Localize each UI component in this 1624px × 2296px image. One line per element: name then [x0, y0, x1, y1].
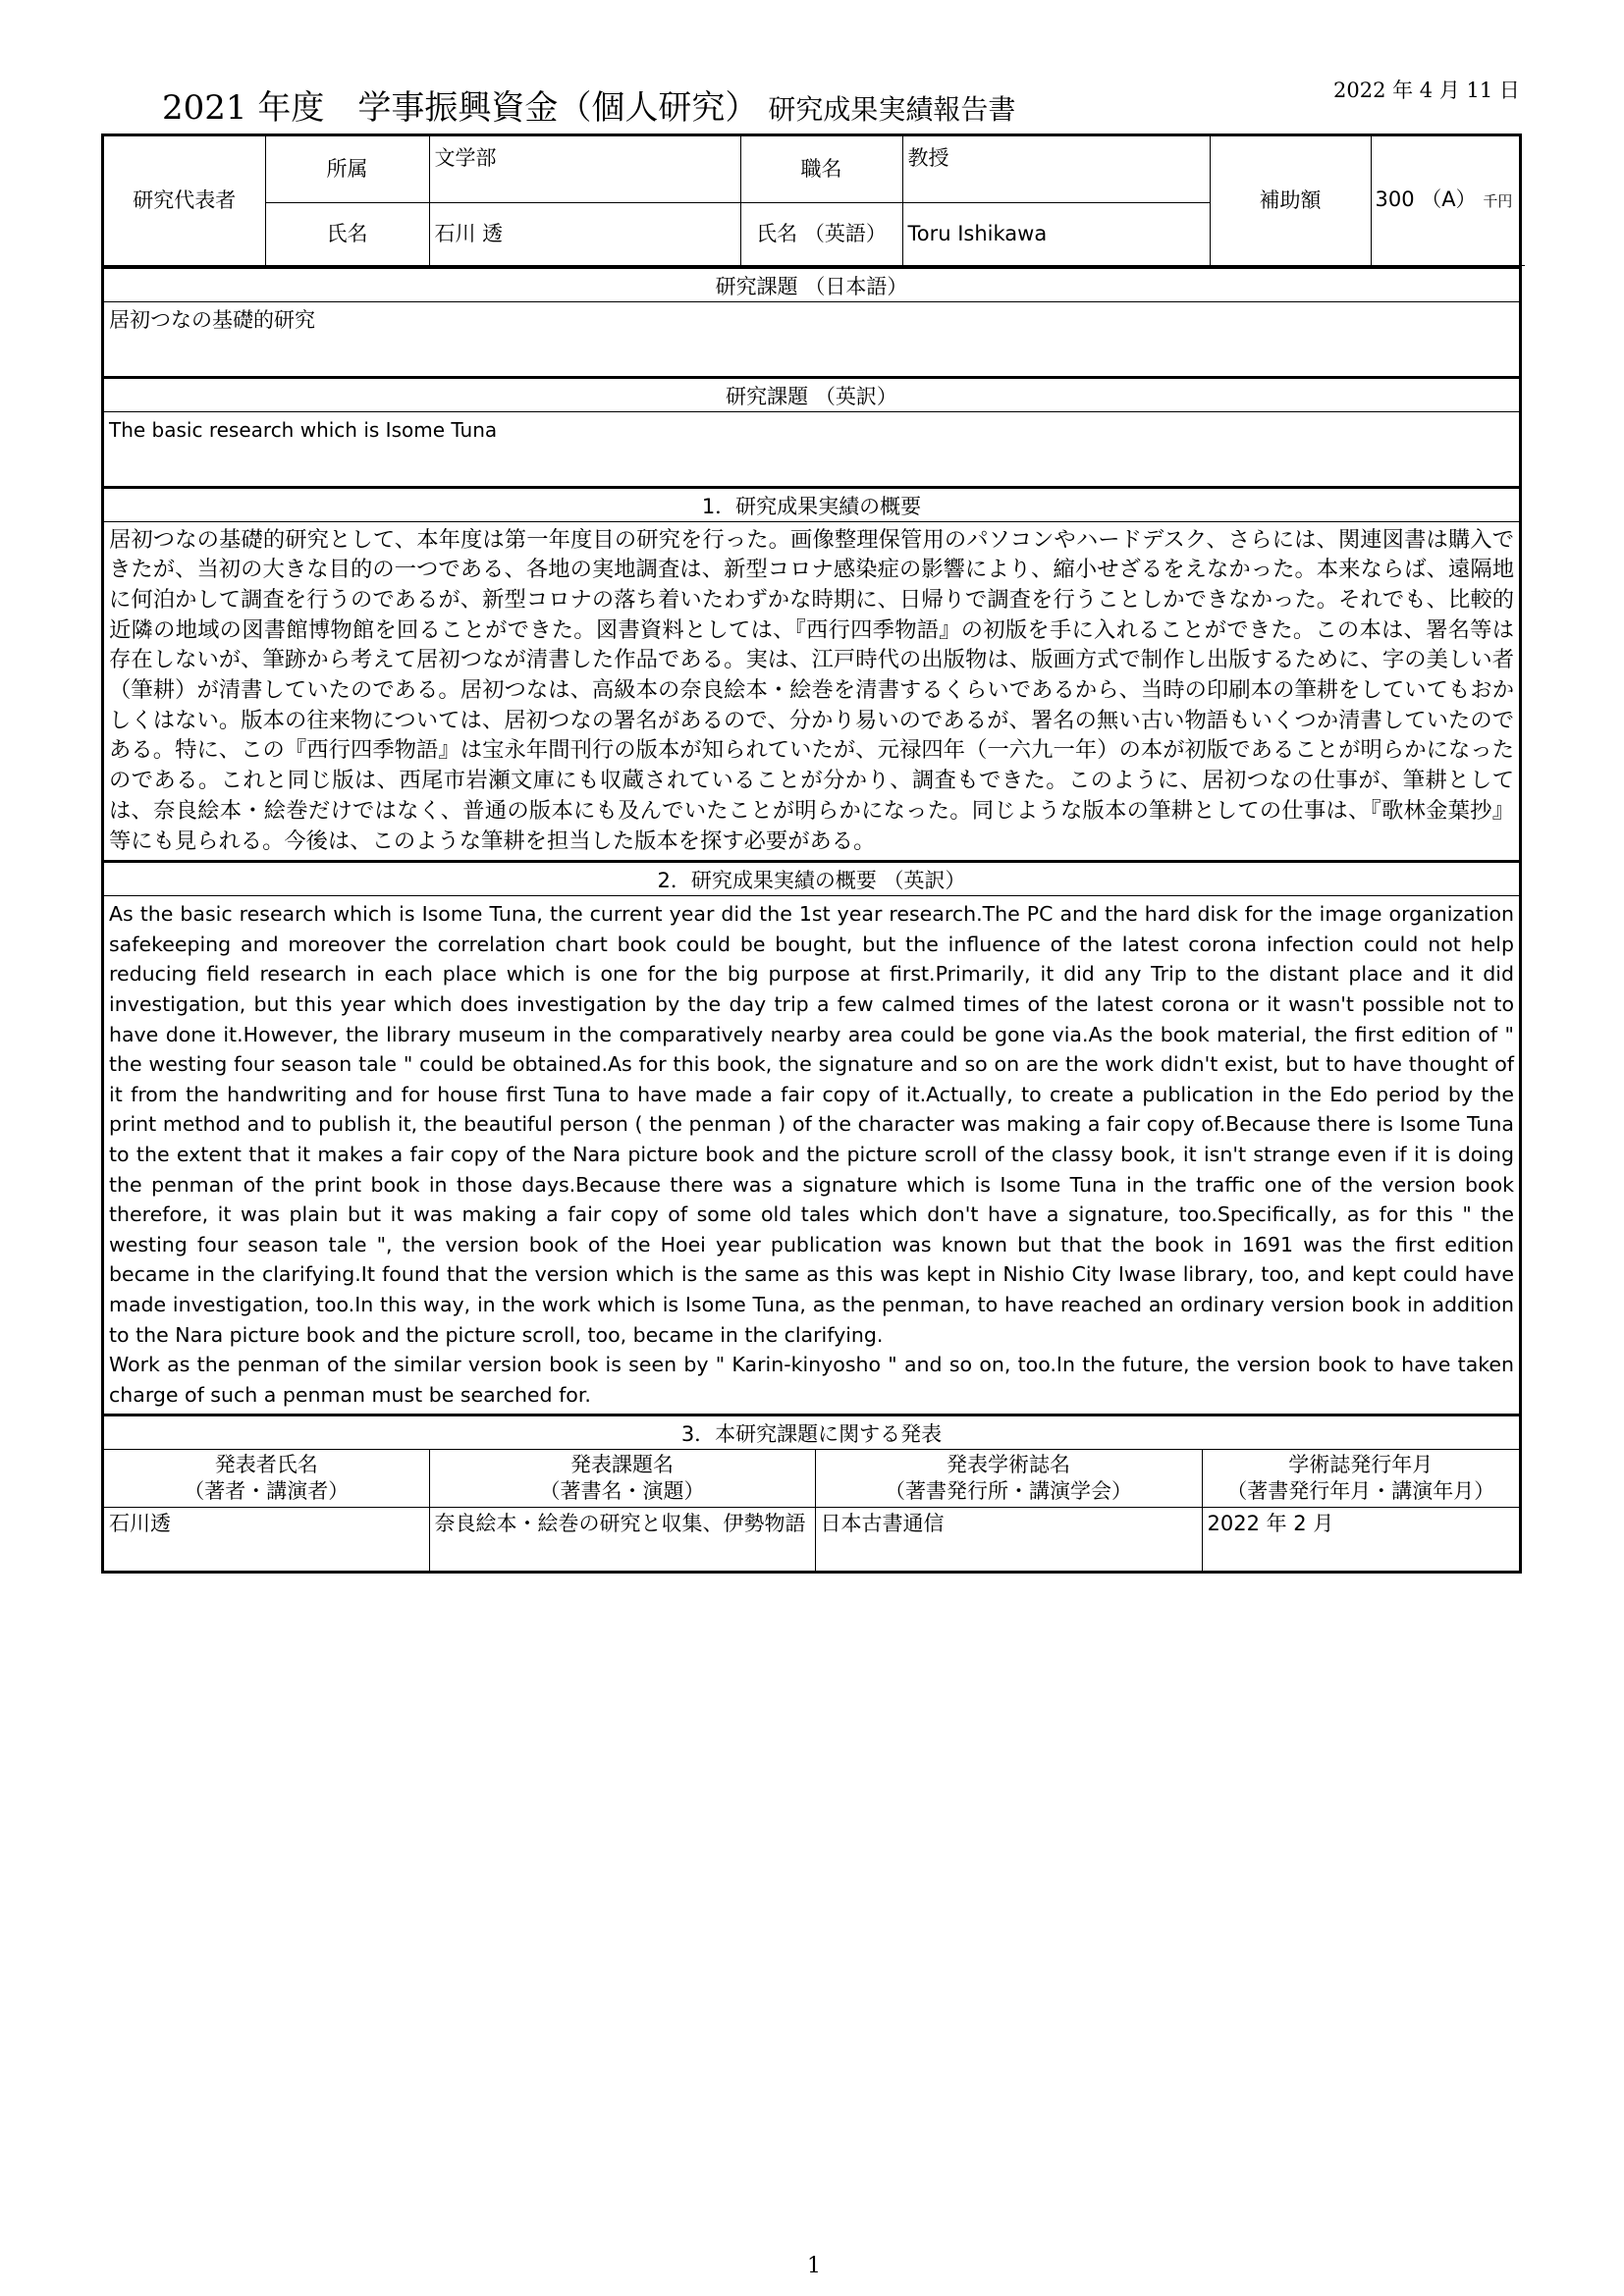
grant-label: 補助額: [1210, 136, 1371, 265]
name-label: 氏名: [265, 202, 429, 265]
column-header-title: 発表課題名 （著書名・演題）: [429, 1450, 815, 1508]
column-header-presenter: 発表者氏名 （著者・講演者）: [104, 1450, 429, 1508]
column-header-date: 学術誌発行年月 （著書発行年月・講演年月）: [1202, 1450, 1519, 1508]
summary-en-paragraph-1: As the basic research which is Isome Tuna, the current year did the 1st year research.The PC and the hard disk for the image organization safekeeping and moreover the correlation chart book could be bought, but the influence of the latest corona infection could not help reducing field research in each place which is one for the big purpose at first.Primarily, it did any Trip to the distant place and it did investigation, but this year which does investigation by the day trip a few calmed times of the latest corona or it wasn't possible not to have done it.However, the library museum in the comparatively nearby area could be gone via.As the book material, the first edition of " the westing four season tale " could be obtained.As for this book, the signature and so on are the work didn't exist, but to have thought of it from the handwriting and for house first Tuna to have made a fair copy of it.Actually, to create a publication in the Edo period by the print method and to publish it, the beautiful person ( the penman ) of the character was making a fair copy of.Because there is Isome Tuna to the extent that it makes a fair copy of the Nara picture book and the picture scroll of the classy book, it isn't strange even if it is doing the penman of the print book in those days.Because there was a signature which is Isome Tuna in the traffic one of the version book therefore, it was plain but it was making a fair copy of some old tales which don't have a signature, too.Specifically, as for this " the westing four season tale ", the version book of the Hoei year publication was known but that the book in 1691 was the first edition became in the clarifying.It found that the version which is the same as this was kept in Nishio City Iwase library, too, and kept could have made investigation, too.In this way, in the work which is Isome Tuna, as the penman, to have reached an ordinary version book in addition to the Nara picture book and the picture scroll, too, became in the clarifying.: [109, 902, 1514, 1347]
report-date: 2022 年 4 月 11 日: [1333, 79, 1520, 102]
presentation-title-cell: 奈良絵本・絵巻の研究と収集、伊勢物語: [429, 1508, 815, 1572]
summary-en-paragraph-2: Work as the penman of the similar version book is seen by " Karin-kinyosho " and so on, too.In the future, the version book to have taken charge of such a penman must be searched for.: [109, 1353, 1514, 1407]
report-form: [101, 133, 1522, 1574]
publication-date-cell: 2022 年 2 月: [1202, 1508, 1519, 1572]
presenter-cell: 石川透: [104, 1508, 429, 1572]
grant-value: [1371, 136, 1525, 265]
summary-jp-text: 居初つなの基礎的研究として、本年度は第一年度目の研究を行った。画像整理保管用のパソコンやハードデスク、さらには、関連図書は購入できたが、当初の大きな目的の一つである、各地の実地調査は、新型コロナ感染症の影響により、縮小せざるをえなかった。本来ならば、遠隔地に何泊かして調査を行うのであるが、新型コロナの落ち着いたわずかな時期に、日帰りで調査を行うことしかできなかった。それでも、比較的近隣の地域の図書館博物館を回ることができた。図書資料としては、『西行四季物語』の初版を手に入れることができた。この本は、署名等は存在しないが、筆跡から考えて居初つなが清書した作品である。実は、江戸時代の出版物は、版画方式で制作し出版するために、字の美しい者（筆耕）が清書していたのである。居初つなは、高級本の奈良絵本・絵巻を清書するくらいであるから、当時の印刷本の筆耕をしていてもおかしくはない。版本の往来物については、居初つなの署名があるので、分かり易いのであるが、署名の無い古い物語もいくつか清書していたのである。特に、この『西行四季物語』は宝永年間刊行の版本が知られていたが、元禄四年（一六九一年）の本が初版であることが明らかになったのである。これと同じ版は、西尾市岩瀬文庫にも収蔵されていることが分かり、調査もできた。このように、居初つなの仕事が、筆耕としては、奈良絵本・絵巻だけではなく、普通の版本にも及んでいたことが明らかになった。同じような版本の筆耕としての仕事は、『歌林金葉抄』等にも見られる。今後は、このような筆耕を担当した版本を探す必要がある。: [109, 526, 1514, 854]
representative-label: 研究代表者: [104, 136, 265, 265]
info-table: [104, 136, 1525, 266]
affiliation-value: 文学部: [429, 136, 740, 202]
presentations-heading: 3．本研究課題に関する発表: [104, 1414, 1519, 1450]
report-title: [162, 80, 1015, 129]
name-en-label: 氏名 （英語）: [740, 202, 902, 265]
journal-cell: 日本古書通信: [815, 1508, 1202, 1572]
topic-en-text: The basic research which is Isome Tuna: [109, 417, 498, 442]
summary-en-text: [104, 896, 1519, 1414]
position-value: 教授: [902, 136, 1210, 202]
name-en-value: Toru Ishikawa: [902, 202, 1210, 265]
grant-amount: 300 （A）: [1375, 187, 1477, 212]
topic-jp-heading: 研究課題 （日本語）: [104, 266, 1519, 302]
position-label: 職名: [740, 136, 902, 202]
topic-jp-text: 居初つなの基礎的研究: [109, 307, 315, 332]
title-main: 2021 年度 学事振興資金（個人研究）: [162, 88, 759, 128]
summary-en-heading: 2．研究成果実績の概要 （英訳）: [104, 860, 1519, 896]
presentations-table: [104, 1450, 1519, 1571]
name-value: 石川 透: [429, 202, 740, 265]
affiliation-label: 所属: [265, 136, 429, 202]
column-header-journal: 発表学術誌名 （著書発行所・講演学会）: [815, 1450, 1202, 1508]
table-row: [104, 1508, 1519, 1572]
grant-unit: 千円: [1483, 192, 1513, 211]
topic-en-heading: 研究課題 （英訳）: [104, 376, 1519, 412]
title-sub: 研究成果実績報告書: [768, 93, 1016, 126]
summary-jp-heading: 1．研究成果実績の概要: [104, 486, 1519, 522]
page-number: 1: [807, 2254, 821, 2278]
